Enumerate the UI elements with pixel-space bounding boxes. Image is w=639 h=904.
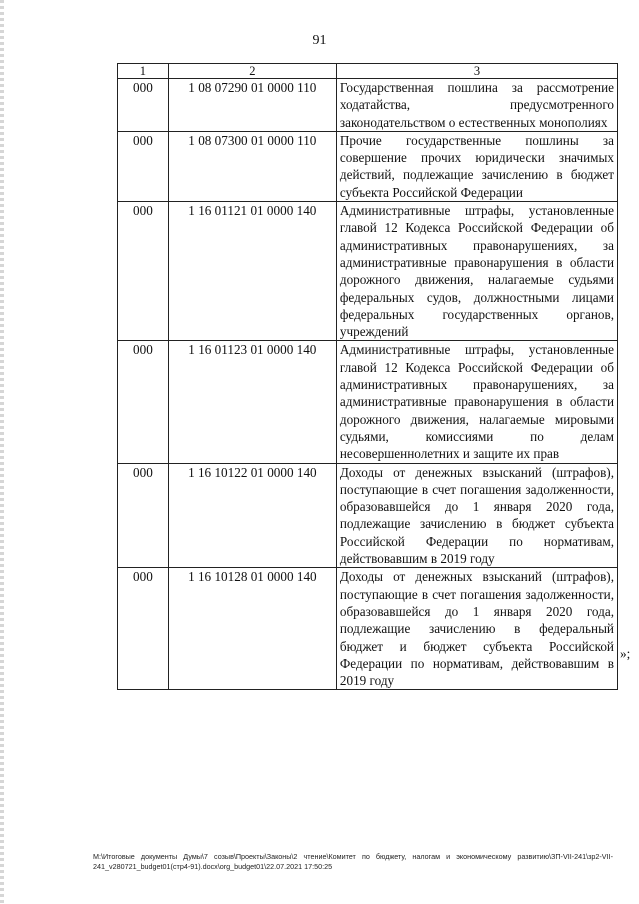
description-cell: Доходы от денежных взысканий (штрафов), поступающие в счет погашения задолженности, образовавшейся до 1 января 2020 года, подлежащие зачислению в федеральный бюджет и бюджет субъекта Российской Федерации по нормативам, действовавшим в 2019 году xyxy=(336,568,617,690)
table-header-row xyxy=(118,64,618,79)
header-cell-col3: 3 xyxy=(336,64,617,79)
page-number: 91 xyxy=(312,33,327,48)
admin-code-cell: 000 xyxy=(118,463,169,568)
table-row xyxy=(118,202,618,341)
table-row xyxy=(118,463,618,568)
kbk-code-cell: 1 16 01123 01 0000 140 xyxy=(168,341,336,463)
kbk-code-cell: 1 08 07290 01 0000 110 xyxy=(168,79,336,132)
kbk-code-cell: 1 08 07300 01 0000 110 xyxy=(168,131,336,201)
description-cell: Доходы от денежных взысканий (штрафов), поступающие в счет погашения задолженности, образовавшейся до 1 января 2020 года, подлежащие зачислению в бюджет субъекта Российской Федерации по нормативам, действовавшим в 2019 году xyxy=(336,463,617,568)
kbk-code-cell: 1 16 01121 01 0000 140 xyxy=(168,202,336,341)
table-row xyxy=(118,341,618,463)
admin-code-cell: 000 xyxy=(118,79,169,132)
admin-code-cell: 000 xyxy=(118,568,169,690)
description-cell: Государственная пошлина за рассмотрение ходатайства, предусмотренного законодательством о естественных монополиях xyxy=(336,79,617,132)
description-cell: Административные штрафы, установленные главой 12 Кодекса Российской Федерации об административных правонарушениях, за административные правонарушения в области дорожного движения, налагаемые мировыми судьями, комиссиями по делам несовершеннолетних и защите их прав xyxy=(336,341,617,463)
closing-quote-mark: »; xyxy=(620,646,631,661)
binding-edge xyxy=(0,0,4,904)
admin-code-cell: 000 xyxy=(118,202,169,341)
table-row xyxy=(118,79,618,132)
description-cell: Административные штрафы, установленные главой 12 Кодекса Российской Федерации об административных правонарушениях, за административные правонарушения в области дорожного движения, налагаемые судьями федеральных судов, должностными лицами федеральных государственных органов, учреждений xyxy=(336,202,617,341)
header-cell-col2: 2 xyxy=(168,64,336,79)
footer-file-path: М:\Итоговые документы Думы\7 созыв\Проекты\Законы\2 чтение\Комитет по бюджету, налогам и экономическому развитию\ЗП-VII-241\зр2-VII-241_v280721_budget01(стр4-91).docx\org_budget01\22.07.2021 17:50:25 xyxy=(93,852,613,871)
table-row xyxy=(118,568,618,690)
header-cell-col1: 1 xyxy=(118,64,169,79)
kbk-code-cell: 1 16 10128 01 0000 140 xyxy=(168,568,336,690)
table-row xyxy=(118,131,618,201)
admin-code-cell: 000 xyxy=(118,131,169,201)
description-cell: Прочие государственные пошлины за совершение прочих юридически значимых действий, подлежащие зачислению в бюджет субъекта Российской Федерации xyxy=(336,131,617,201)
revenue-codes-table xyxy=(117,63,618,690)
admin-code-cell: 000 xyxy=(118,341,169,463)
kbk-code-cell: 1 16 10122 01 0000 140 xyxy=(168,463,336,568)
